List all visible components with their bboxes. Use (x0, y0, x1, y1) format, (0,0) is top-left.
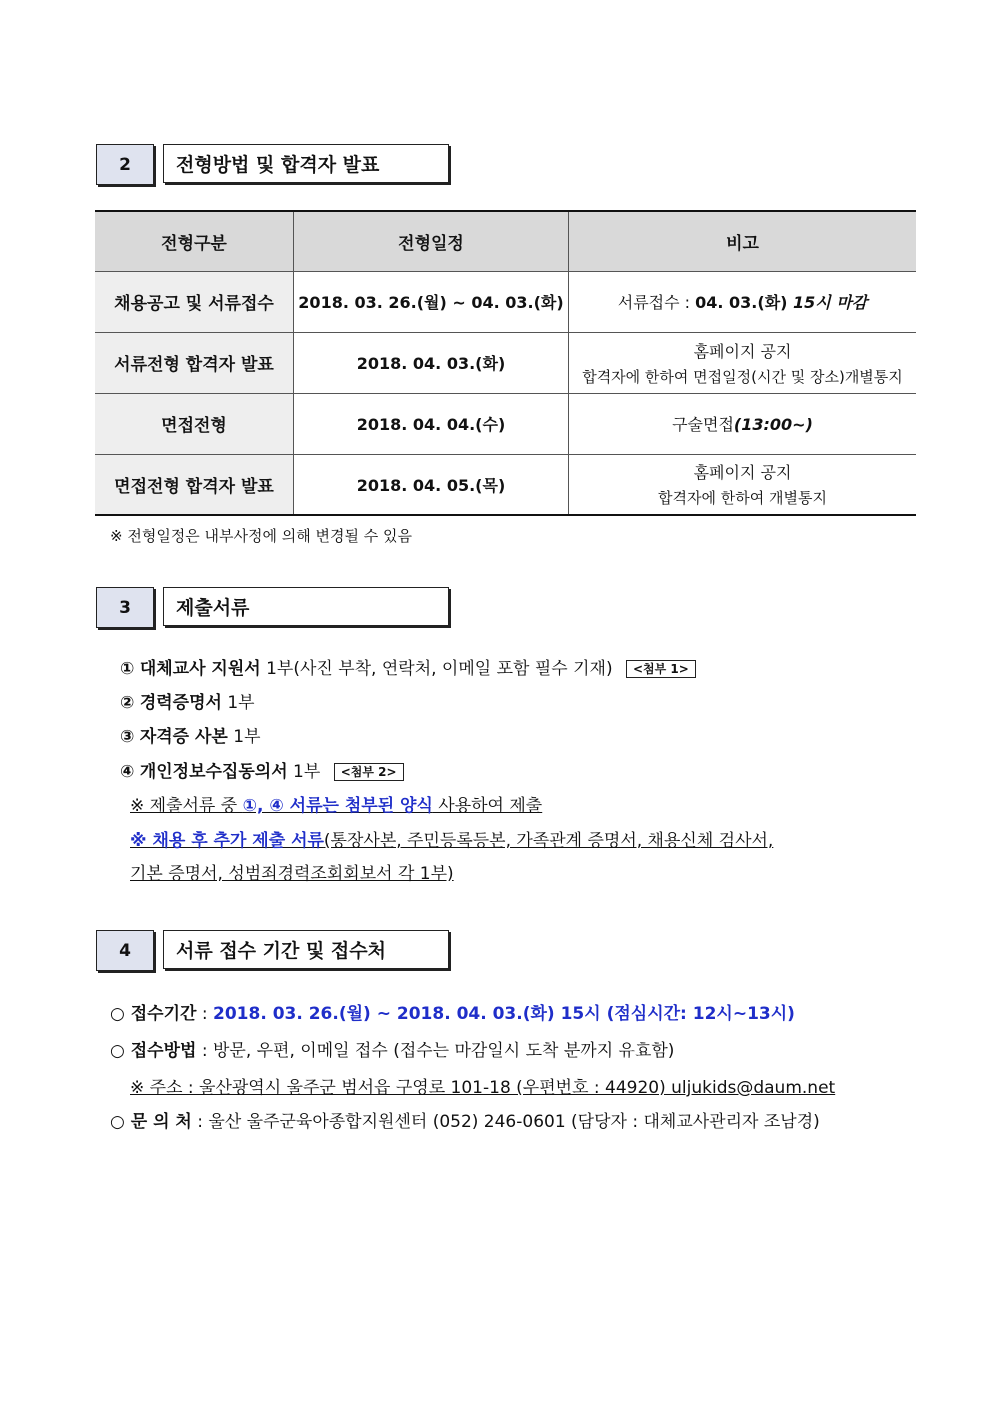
note-detail: (통장사본, 주민등록등본, 가족관계 증명서, 채용신체 검사서, (323, 831, 774, 851)
row-remarks (569, 393, 917, 454)
schedule-footnote: ※ 전형일정은 내부사정에 의해 변경될 수 있음 (110, 527, 412, 545)
method-label: ○ 접수방법 (110, 1041, 197, 1061)
item-name: 자격증 사본 (139, 727, 228, 747)
section-title: 제출서류 (163, 587, 449, 626)
row-date: 2018. 03. 26.(월) ~ 04. 03.(화) (294, 271, 569, 332)
document-item (120, 722, 261, 747)
period-label: ○ 접수기간 (110, 1004, 197, 1024)
application-period (110, 999, 795, 1024)
note-highlight: ※ 채용 후 추가 제출 서류 (130, 831, 324, 851)
attachment-tag: <첨부 2> (334, 763, 404, 781)
item-desc: 1부 (287, 762, 321, 782)
item-mark: ① (120, 659, 135, 679)
table-header-row (95, 211, 916, 271)
additional-documents-note (130, 826, 773, 851)
remarks-line-1: 홈페이지 공지 (693, 341, 792, 361)
period-value: 2018. 03. 26.(월) ~ 2018. 04. 03.(화) 15시 (점심시간: 12시~13시) (213, 1004, 795, 1024)
row-category: 면접전형 합격자 발표 (95, 454, 294, 515)
section-title: 서류 접수 기간 및 접수처 (163, 930, 449, 969)
item-name: 경력증명서 (139, 693, 222, 713)
table-row (95, 332, 916, 393)
row-remarks (569, 454, 917, 515)
header-category: 전형구분 (95, 211, 294, 271)
remarks-prefix: 구술면접 (672, 415, 734, 434)
section-title: 전형방법 및 합격자 발표 (163, 144, 449, 183)
submission-note (130, 791, 542, 816)
remarks-line-1: 홈페이지 공지 (693, 463, 792, 483)
contact-value: : 울산 울주군육아종합지원센터 (052) 246-0601 (담당자 : 대체교사관리자 조남경) (191, 1112, 820, 1132)
address-line: ※ 주소 : 울산광역시 울주군 범서읍 구영로 101-18 (우편번호 : 44920) uljukids@daum.net (130, 1078, 836, 1098)
method-value: : 방문, 우편, 이메일 접수 (접수는 마감일시 도착 분까지 유효함) (196, 1041, 675, 1061)
attachment-tag: <첨부 1> (626, 660, 696, 678)
row-category: 채용공고 및 서류접수 (95, 271, 294, 332)
document-item (120, 654, 696, 679)
note-prefix: ※ 제출서류 중 (130, 796, 243, 816)
remarks-line-2: 합격자에 한하여 개별통지 (658, 489, 827, 508)
application-method (110, 1036, 674, 1061)
note-highlight: ①, ④ 서류는 첨부된 양식 (242, 796, 433, 816)
table-row (95, 393, 916, 454)
item-mark: ② (120, 693, 135, 713)
row-category: 면접전형 (95, 393, 294, 454)
header-schedule: 전형일정 (294, 211, 569, 271)
remarks-prefix: 서류접수 : (617, 293, 696, 312)
row-remarks (569, 271, 917, 332)
row-remarks (569, 332, 917, 393)
document-item (120, 688, 255, 713)
row-category: 서류전형 합격자 발표 (95, 332, 294, 393)
period-separator: : (196, 1004, 213, 1024)
item-desc: 1부(사진 부착, 연락처, 이메일 포함 필수 기재) (260, 659, 613, 679)
contact-info (110, 1107, 820, 1132)
table-row (95, 271, 916, 332)
contact-label: ○ 문 의 처 (110, 1112, 192, 1132)
section-number: 4 (96, 930, 154, 971)
section-number: 2 (96, 144, 154, 185)
remarks-time: (13:00~) (733, 415, 813, 434)
section-number: 3 (96, 587, 154, 628)
document-item (120, 757, 404, 782)
additional-documents-note-line2: 기본 증명서, 성범죄경력조회회보서 각 1부) (130, 864, 454, 884)
table-row (95, 454, 916, 515)
item-desc: 1부 (221, 693, 255, 713)
remarks-date: 04. 03.(화) (695, 293, 788, 312)
remarks-line-2: 합격자에 한하여 면접일정(시간 및 장소)개별통지 (582, 367, 903, 386)
row-date: 2018. 04. 03.(화) (294, 332, 569, 393)
row-date: 2018. 04. 04.(수) (294, 393, 569, 454)
schedule-table (95, 210, 916, 516)
item-mark: ③ (120, 727, 135, 747)
item-desc: 1부 (227, 727, 261, 747)
remarks-deadline: 15시 마감 (787, 293, 868, 312)
note-suffix: 사용하여 제출 (432, 796, 543, 816)
item-name: 개인정보수집동의서 (139, 762, 288, 782)
header-remarks: 비고 (569, 211, 917, 271)
row-date: 2018. 04. 05.(목) (294, 454, 569, 515)
item-mark: ④ (120, 762, 135, 782)
item-name: 대체교사 지원서 (139, 659, 261, 679)
